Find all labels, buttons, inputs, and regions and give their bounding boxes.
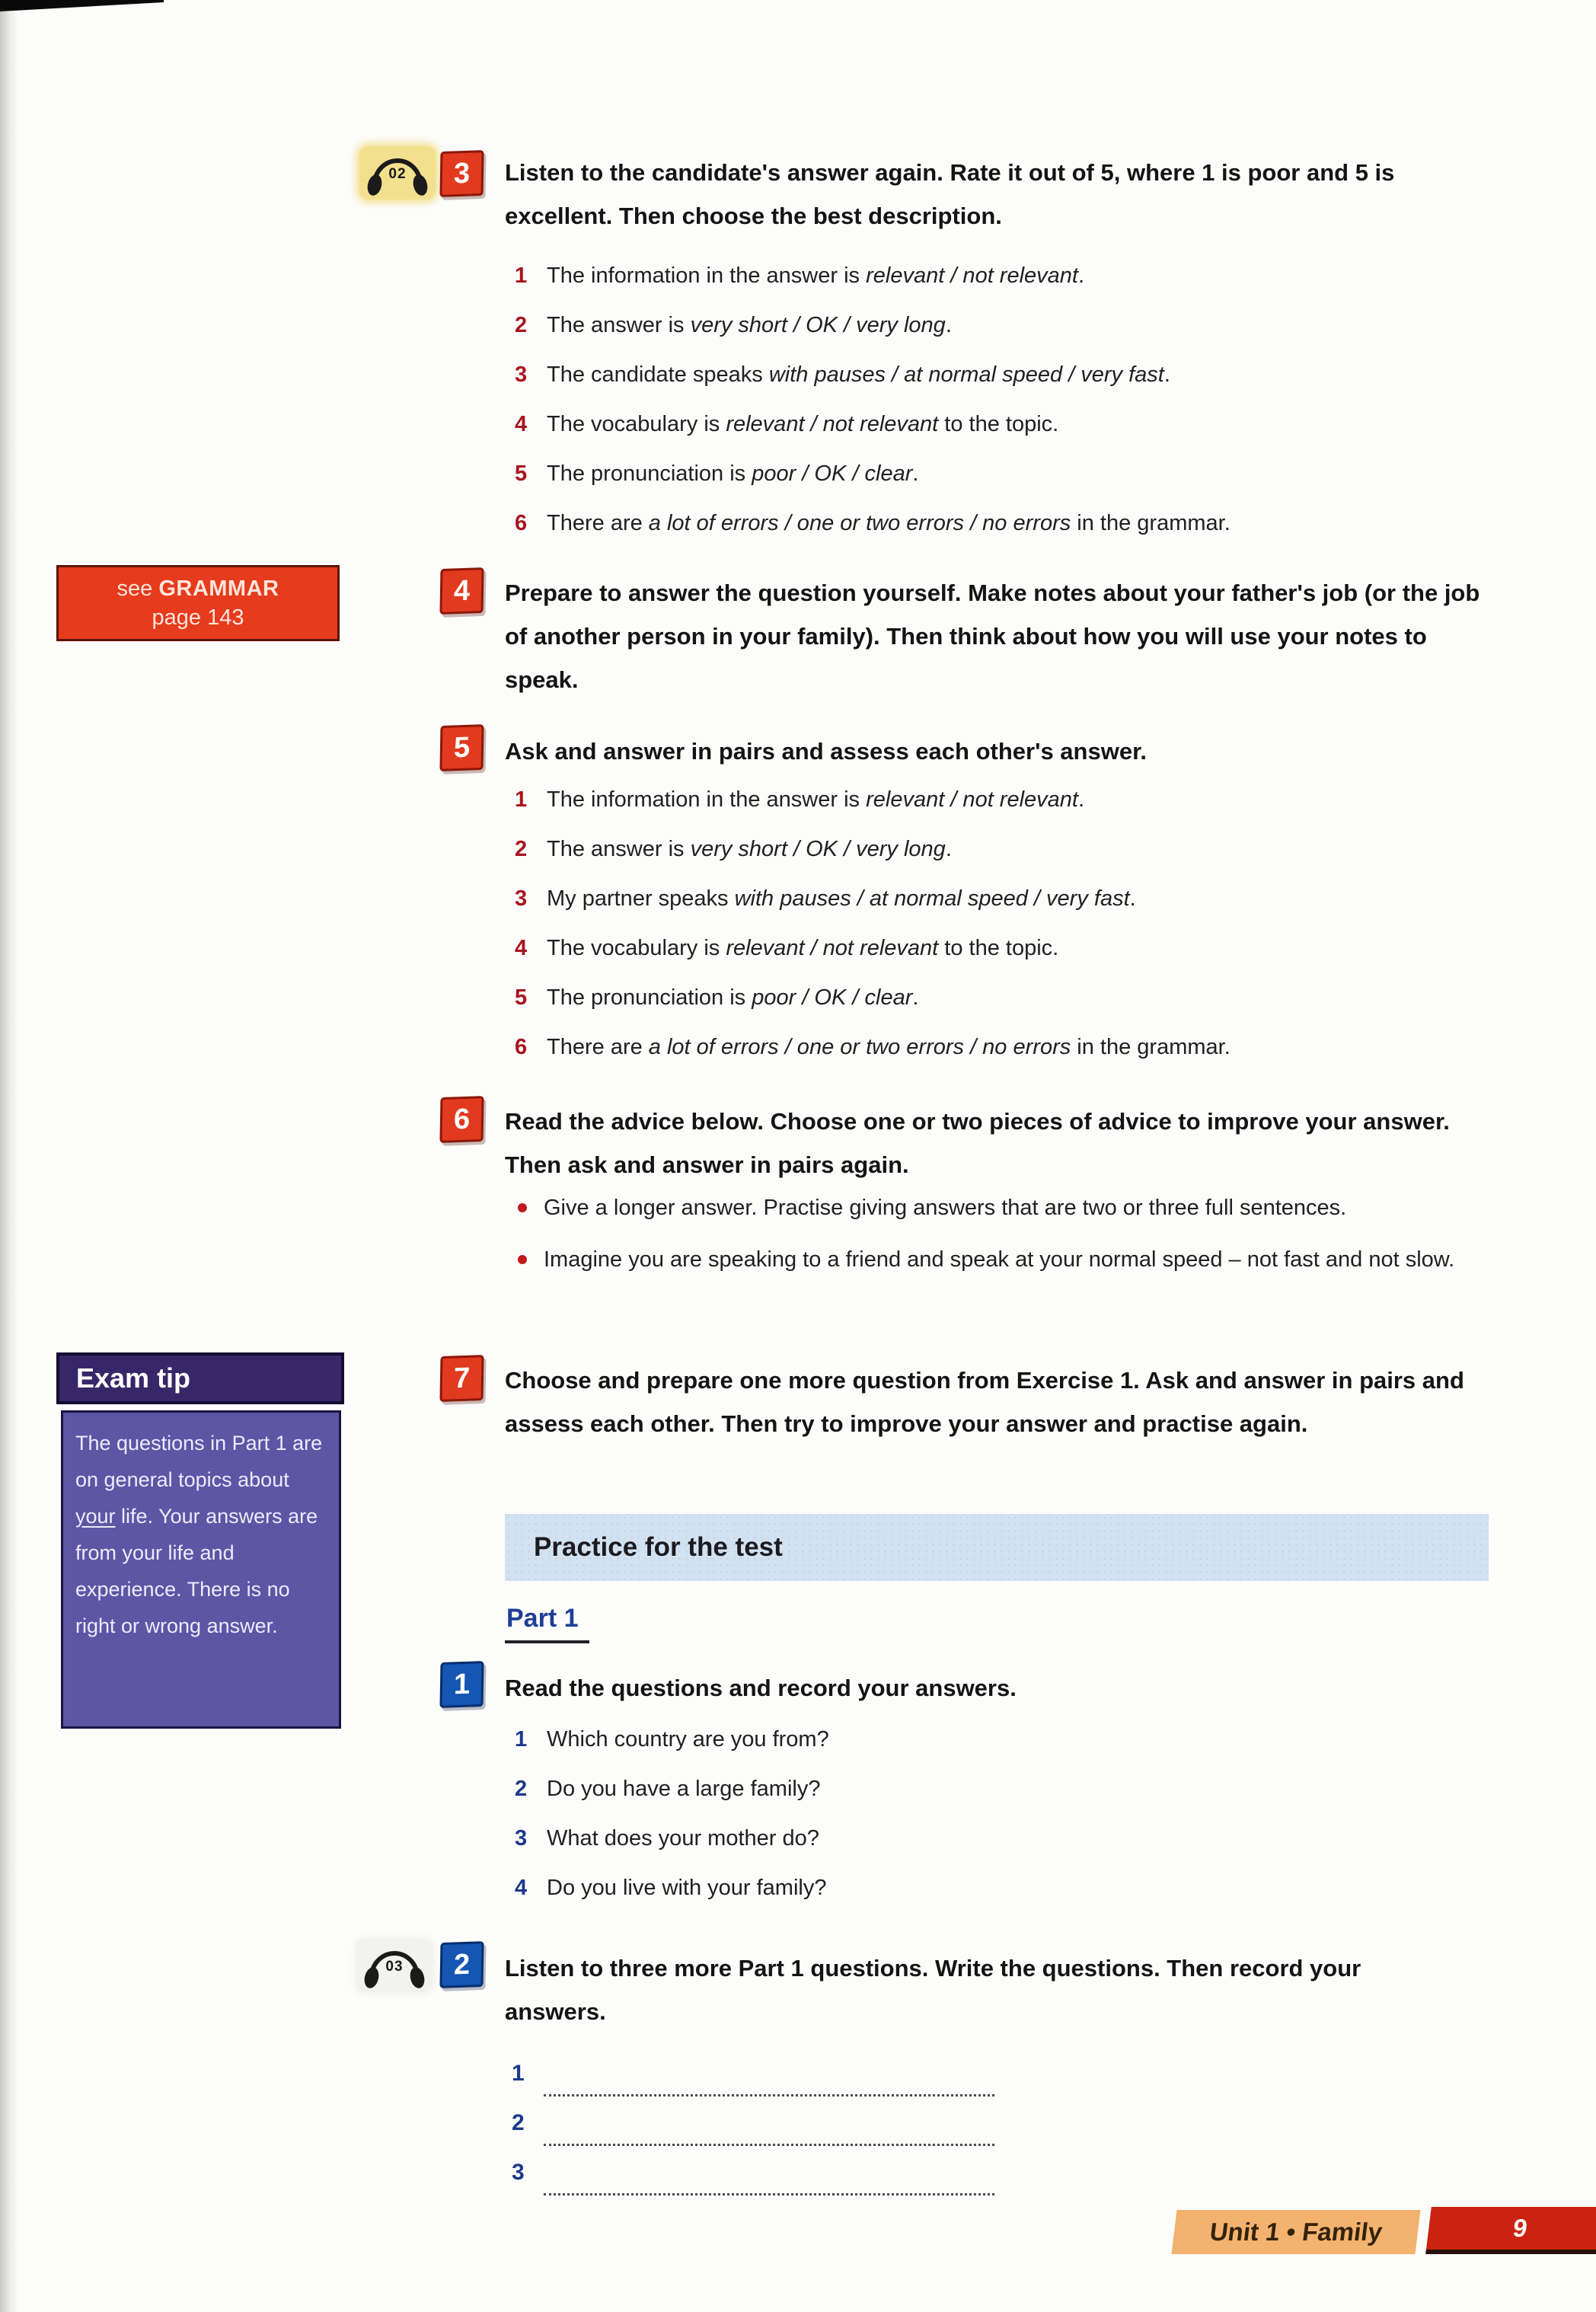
list-item	[515, 259, 1505, 292]
item-choices: a lot of errors / one or two errors / no errors	[648, 511, 1071, 535]
answer-write-line[interactable]	[544, 2109, 994, 2146]
list-item	[515, 1030, 1505, 1064]
item-text-post: .	[945, 313, 952, 337]
item-number: 2	[515, 837, 528, 861]
item-text-post: .	[912, 461, 919, 486]
exercise-7-heading: Choose and prepare one more question from Exercise 1. Ask and answer in pairs and assess each other. Then try to improve your answer and practise again.	[505, 1367, 1464, 1437]
grammar-ref-page: page 143	[152, 605, 244, 630]
item-text-pre: The candidate speaks	[547, 362, 769, 387]
advice-text: Imagine you are speaking to a friend and speak at your normal speed – not fast and not slow.	[544, 1247, 1455, 1272]
exam-tip-text-pre: The questions in Part 1 are on general topics about	[75, 1432, 323, 1491]
exam-tip-text-post: life. Your answers are from your life and experience. There is no right or wrong answer.	[75, 1505, 318, 1637]
list-item	[515, 506, 1505, 540]
item-number: 4	[515, 936, 528, 960]
item-number: 5	[515, 985, 528, 1010]
question-number: 1	[515, 1727, 528, 1752]
answer-write-line[interactable]	[544, 2059, 994, 2096]
item-text	[547, 832, 952, 866]
item-text-pre: There are	[547, 511, 649, 535]
item-text-post: .	[945, 837, 952, 861]
blank-number: 3	[512, 2160, 525, 2185]
answer-blank-row	[512, 2047, 994, 2096]
exercise-4-badge: 4	[439, 567, 484, 615]
item-choices: very short / OK / very long	[690, 837, 946, 861]
exercise-5-heading: Ask and answer in pairs and assess each other's answer.	[505, 738, 1148, 765]
item-text-post: in the grammar.	[1071, 1035, 1231, 1059]
item-choices: very short / OK / very long	[690, 313, 946, 337]
grammar-ref-line1	[117, 574, 279, 603]
question-text: Do you have a large family?	[547, 1777, 821, 1801]
unit-footer-label: Unit 1 • Family	[1208, 2218, 1384, 2246]
item-choices: with pauses / at normal speed / very fast	[768, 362, 1164, 387]
scan-edge-left	[0, 0, 18, 2312]
item-number: 1	[515, 263, 528, 288]
item-text-post: .	[1077, 263, 1085, 288]
bullet-icon	[518, 1203, 527, 1212]
item-choices: a lot of errors / one or two errors / no errors	[648, 1035, 1071, 1059]
question-item	[515, 1723, 1505, 1756]
list-item	[515, 931, 1505, 965]
item-text-pre: There are	[547, 1035, 649, 1059]
question-text: Do you live with your family?	[547, 1876, 827, 1900]
grammar-ref-see: see	[117, 576, 159, 601]
page-number: 9	[1511, 2214, 1529, 2242]
item-text	[547, 882, 1136, 915]
exercise-5-badge: 5	[439, 724, 484, 771]
blank-number: 1	[512, 2061, 525, 2086]
practice-questions-list	[515, 1723, 1505, 1921]
item-choices: relevant / not relevant	[726, 412, 939, 436]
practice-section-title: Practice for the test	[534, 1532, 783, 1562]
item-text	[547, 506, 1231, 540]
list-item	[515, 358, 1505, 391]
audio-track-number: 02	[388, 166, 407, 182]
exercise-6-badge: 6	[439, 1096, 484, 1143]
question-number: 2	[515, 1777, 528, 1801]
exercise-3-list	[515, 259, 1505, 556]
item-number: 4	[515, 412, 528, 436]
item-text-pre: The vocabulary is	[547, 936, 726, 960]
question-number: 4	[515, 1876, 528, 1900]
advice-item	[515, 1243, 1505, 1276]
practice-exercise-2-heading: Listen to three more Part 1 questions. Write the questions. Then record your answers.	[505, 1955, 1361, 2025]
item-text-post: to the topic.	[938, 412, 1059, 436]
item-text-pre: The information in the answer is	[547, 263, 867, 288]
list-item	[515, 981, 1505, 1014]
exam-tip-body	[61, 1410, 341, 1729]
list-item	[515, 457, 1505, 490]
item-text-post: .	[1077, 787, 1085, 812]
item-text	[547, 1030, 1231, 1064]
item-text	[547, 358, 1170, 391]
question-text: What does your mother do?	[547, 1826, 819, 1851]
item-text-pre: The answer is	[547, 313, 691, 337]
audio-track-number: 03	[385, 1959, 404, 1975]
item-text-post: in the grammar.	[1071, 511, 1231, 535]
list-item	[515, 882, 1505, 915]
item-text-pre: The pronunciation is	[547, 461, 752, 486]
exercise-6-advice-list	[515, 1191, 1505, 1295]
exercise-3-heading: Listen to the candidate's answer again. Rate it out of 5, where 1 is poor and 5 is excellent. Then choose the best description.	[505, 159, 1395, 229]
item-number: 3	[515, 362, 528, 387]
item-number: 5	[515, 461, 528, 486]
exercise-6-heading: Read the advice below. Choose one or two pieces of advice to improve your answer. Then ask and answer in pairs again.	[505, 1108, 1450, 1178]
item-text	[547, 783, 1084, 816]
item-choices: poor / OK / clear	[752, 461, 913, 486]
answer-blank-row	[512, 2146, 994, 2195]
exercise-7-badge: 7	[439, 1355, 484, 1402]
advice-text: Give a longer answer. Practise giving answers that are two or three full sentences.	[544, 1196, 1347, 1220]
item-choices: poor / OK / clear	[752, 985, 913, 1010]
exercise-3-badge: 3	[439, 150, 484, 197]
list-item	[515, 783, 1505, 816]
practice-exercise-2-badge: 2	[439, 1941, 484, 1988]
item-number: 1	[515, 787, 528, 812]
exam-tip-underlined-word: your	[75, 1505, 116, 1528]
practice-exercise-1-badge: 1	[439, 1661, 484, 1708]
item-number: 3	[515, 886, 528, 911]
exam-tip-header	[56, 1352, 344, 1404]
list-item	[515, 407, 1505, 441]
exam-tip-title: Exam tip	[76, 1362, 191, 1394]
list-item	[515, 308, 1505, 342]
item-text	[547, 931, 1058, 965]
grammar-ref-title: GRAMMAR	[158, 576, 279, 601]
answer-blank-row	[512, 2096, 994, 2146]
bullet-icon	[518, 1255, 527, 1264]
part-1-heading: Part 1	[505, 1604, 589, 1643]
item-choices: relevant / not relevant	[866, 263, 1078, 288]
grammar-reference-box	[56, 565, 340, 641]
item-text	[547, 457, 918, 490]
item-text-pre: My partner speaks	[547, 886, 735, 911]
item-text	[547, 981, 918, 1014]
practice-section-banner	[505, 1514, 1489, 1581]
item-text	[547, 259, 1084, 292]
item-number: 2	[515, 313, 528, 337]
practice-exercise-1-heading: Read the questions and record your answers.	[505, 1675, 1017, 1701]
item-text-pre: The vocabulary is	[547, 412, 726, 436]
question-item	[515, 1822, 1505, 1855]
question-item	[515, 1772, 1505, 1806]
page-number-tab	[1425, 2207, 1596, 2254]
audio-headphones-icon	[359, 146, 436, 200]
item-text-post: .	[1129, 886, 1136, 911]
item-number: 6	[515, 511, 528, 535]
unit-footer-tab	[1171, 2210, 1420, 2254]
blank-number: 2	[512, 2110, 525, 2135]
item-text-post: to the topic.	[938, 936, 1059, 960]
item-text	[547, 308, 952, 342]
item-text-post: .	[1163, 362, 1170, 387]
question-number: 3	[515, 1826, 528, 1851]
item-text-pre: The information in the answer is	[547, 787, 867, 812]
exercise-4-heading: Prepare to answer the question yourself. Make notes about your father's job (or the job of another person in your family). Then think about how you will use your notes to speak.	[505, 580, 1480, 693]
question-item	[515, 1871, 1505, 1905]
item-text-post: .	[912, 985, 919, 1010]
item-choices: relevant / not relevant	[726, 936, 939, 960]
audio-headphones-icon	[356, 1939, 433, 1992]
item-text-pre: The answer is	[547, 837, 691, 861]
item-number: 6	[515, 1035, 528, 1059]
answer-write-line[interactable]	[544, 2158, 994, 2195]
answer-blanks	[512, 2047, 994, 2195]
item-text-pre: The pronunciation is	[547, 985, 752, 1010]
list-item	[515, 832, 1505, 866]
item-text	[547, 407, 1058, 441]
question-text: Which country are you from?	[547, 1727, 829, 1752]
scan-edge-top	[0, 0, 164, 11]
item-choices: with pauses / at normal speed / very fast	[734, 886, 1130, 911]
advice-item	[515, 1191, 1505, 1225]
exercise-5-list	[515, 783, 1505, 1080]
item-choices: relevant / not relevant	[866, 787, 1078, 812]
